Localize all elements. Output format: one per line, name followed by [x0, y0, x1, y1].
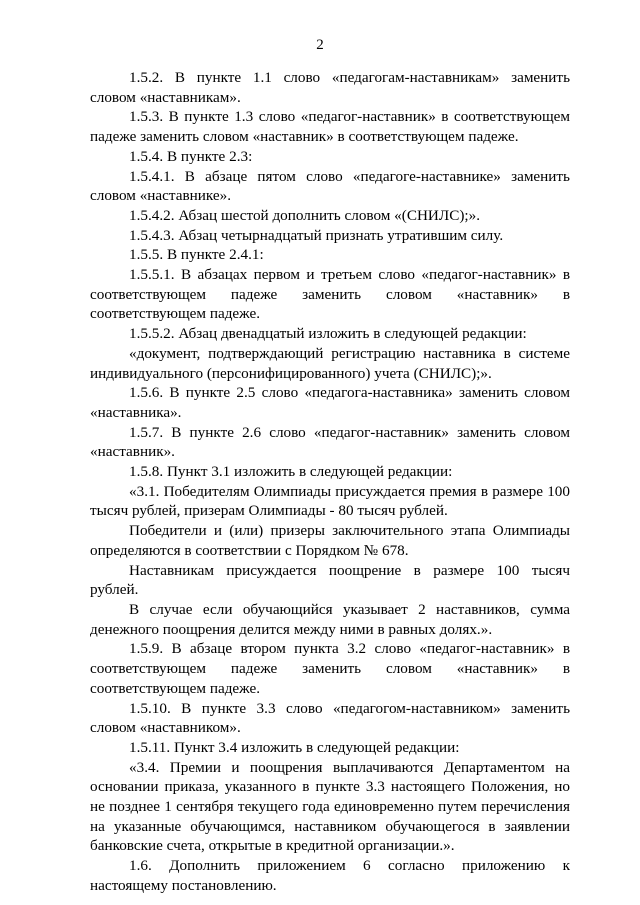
- paragraph-1-5-6: 1.5.6. В пункте 2.5 слово «педагога-наставника» заменить словом «наставника».: [90, 384, 570, 421]
- paragraph-1-5-5-2: 1.5.5.2. Абзац двенадцатый изложить в следующей редакции:: [129, 325, 527, 343]
- quote-3-1-prizes: «3.1. Победителям Олимпиады присуждается премия в размере 100 тысяч рублей, призерам Олимпиады - 80 тысяч рублей.: [90, 482, 570, 520]
- paragraph-1-5-4: 1.5.4. В пункте 2.3:: [129, 147, 253, 165]
- paragraph-1-5-2: 1.5.2. В пункте 1.1 слово «педагогам-наставникам» заменить словом «наставникам».: [90, 69, 570, 106]
- quote-two-mentors: В случае если обучающийся указывает 2 наставников, сумма денежного поощрения делится между ними в равных долях.».: [90, 600, 570, 638]
- paragraph-1-5-4-2: 1.5.4.2. Абзац шестой дополнить словом «(СНИЛС);».: [129, 206, 481, 224]
- paragraph-1-5-4-3: 1.5.4.3. Абзац четырнадцатый признать утратившим силу.: [129, 226, 504, 244]
- paragraph-1-5-7: 1.5.7. В пункте 2.6 слово «педагог-наставник» заменить словом «наставник».: [90, 423, 570, 461]
- paragraph-1-5-10: 1.5.10. В пункте 3.3 слово «педагогом-наставником» заменить словом «наставником».: [90, 699, 570, 737]
- quote-3-4-payments: «3.4. Премии и поощрения выплачиваются Департаментом на основании приказа, указанного в пункте 3.3 настоящего Положения, но не позднее 1 сентября текущего года единовременно путем перечисления на указанные обучающимся, наставником обучающегося в заявлении банковские счета, открытые в кредитной организации.».: [90, 758, 570, 855]
- paragraph-1-5-5: 1.5.5. В пункте 2.4.1:: [129, 246, 264, 264]
- paragraph-1-5-11: 1.5.11. Пункт 3.4 изложить в следующей редакции:: [129, 738, 460, 756]
- paragraph-1-5-5-1: 1.5.5.1. В абзацах первом и третьем слово «педагог-наставник» в соответствующем падеже заменить словом «наставник» в соответствующем падеже.: [90, 266, 570, 323]
- paragraph-1-5-4-1: 1.5.4.1. В абзаце пятом слово «педагоге-наставнике» заменить словом «наставнике».: [90, 167, 570, 205]
- quote-snils-document: «документ, подтверждающий регистрацию наставника в системе индивидуального (персонифицированного) учета (СНИЛС);».: [90, 344, 570, 382]
- quote-mentor-reward: Наставникам присуждается поощрение в размере 100 тысяч рублей.: [90, 561, 570, 599]
- paragraph-1-5-9: 1.5.9. В абзаце втором пункта 3.2 слово «педагог-наставник» в соответствующем падеже заменить словом «наставник» в соответствующем падеже.: [90, 640, 570, 697]
- page-number: 2: [316, 37, 324, 53]
- document-body: [90, 68, 570, 896]
- paragraph-1-5-8: 1.5.8. Пункт 3.1 изложить в следующей редакции:: [129, 463, 453, 481]
- quote-winners-definition: Победители и (или) призеры заключительного этапа Олимпиады определяются в соответствии с Порядком № 678.: [90, 522, 570, 559]
- paragraph-1-5-3: 1.5.3. В пункте 1.3 слово «педагог-наставник» в соответствующем падеже заменить словом «наставник» в соответствующем падеже.: [90, 108, 570, 146]
- paragraph-1-6: 1.6. Дополнить приложением 6 согласно приложению к настоящему постановлению.: [90, 857, 570, 894]
